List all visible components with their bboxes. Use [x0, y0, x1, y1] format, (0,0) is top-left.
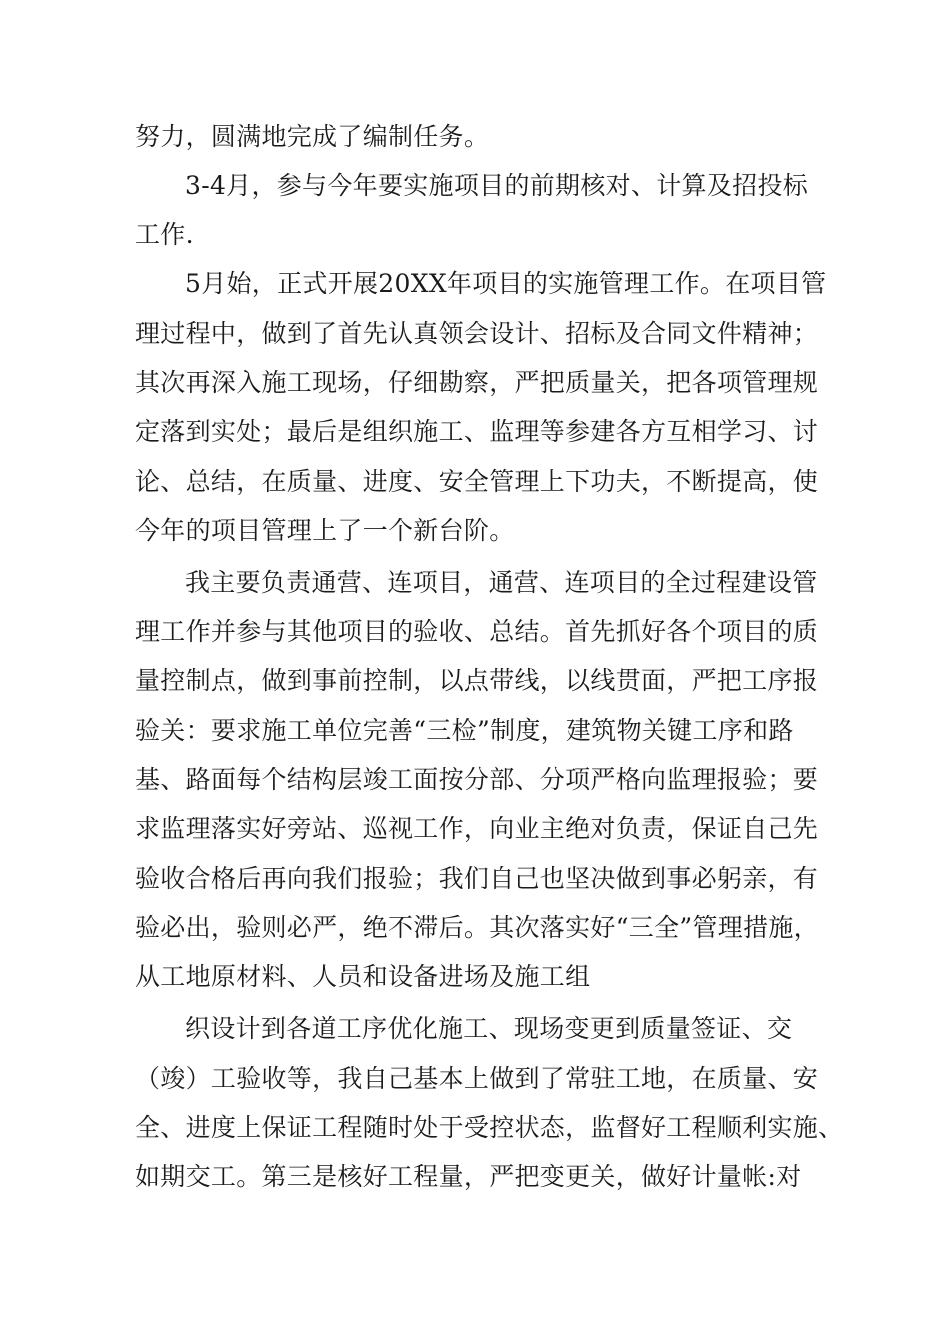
- text-line-9: 今年的项目管理上了一个新台阶。: [135, 516, 515, 545]
- text-line-11: 理工作并参与其他项目的验收、总结。首先抓好各个项目的质: [135, 617, 819, 646]
- text-line-18: 从工地原材料、人员和设备进场及施工组: [135, 962, 591, 991]
- text-line-14: 基、路面每个结构层竣工面按分部、分项严格向监理报验；要: [135, 765, 819, 794]
- text-line-12: 量控制点，做到事前控制，以点带线，以线贯面，严把工序报: [135, 666, 819, 695]
- text-line-8: 论、总结，在质量、进度、安全管理上下功夫，不断提高，使: [135, 467, 819, 496]
- text-line-5: 理过程中，做到了首先认真领会设计、招标及合同文件精神；: [135, 319, 819, 348]
- text-line-17: 验必出，验则必严，绝不滞后。其次落实好“三全”管理措施，: [135, 913, 819, 942]
- text-line-22: 如期交工。第三是核好工程量，严把变更关，做好计量帐:对: [135, 1162, 802, 1191]
- text-line-6: 其次再深入施工现场，仔细勘察，严把质量关，把各项管理规: [135, 368, 819, 397]
- text-line-16: 验收合格后再向我们报验；我们自己也坚决做到事必躬亲，有: [135, 864, 819, 893]
- text-line-2: 3-4月，参与今年要实施项目的前期核对、计算及招投标: [185, 171, 809, 200]
- text-line-10: 我主要负责通营、连项目，通营、连项目的全过程建设管: [185, 568, 818, 597]
- text-line-15: 求监理落实好旁站、巡视工作，向业主绝对负责，保证自己先: [135, 814, 819, 843]
- text-line-3: 工作.: [135, 220, 194, 249]
- text-line-7: 定落到实处；最后是组织施工、监理等参建各方互相学习、讨: [135, 417, 819, 446]
- text-line-1: 努力，圆满地完成了编制任务。: [135, 122, 490, 151]
- text-line-20: （竣）工验收等，我自己基本上做到了常驻工地，在质量、安: [135, 1064, 819, 1093]
- text-line-13: 验关：要求施工单位完善“三检”制度，建筑物关键工序和路: [135, 716, 794, 745]
- text-line-4: 5月始，正式开展20XX年项目的实施管理工作。在项目管: [185, 269, 827, 298]
- text-line-21: 全、进度上保证工程随时处于受控状态，监督好工程顺利实施、: [135, 1113, 844, 1142]
- text-line-19: 织设计到各道工序优化施工、现场变更到质量签证、交: [185, 1014, 793, 1043]
